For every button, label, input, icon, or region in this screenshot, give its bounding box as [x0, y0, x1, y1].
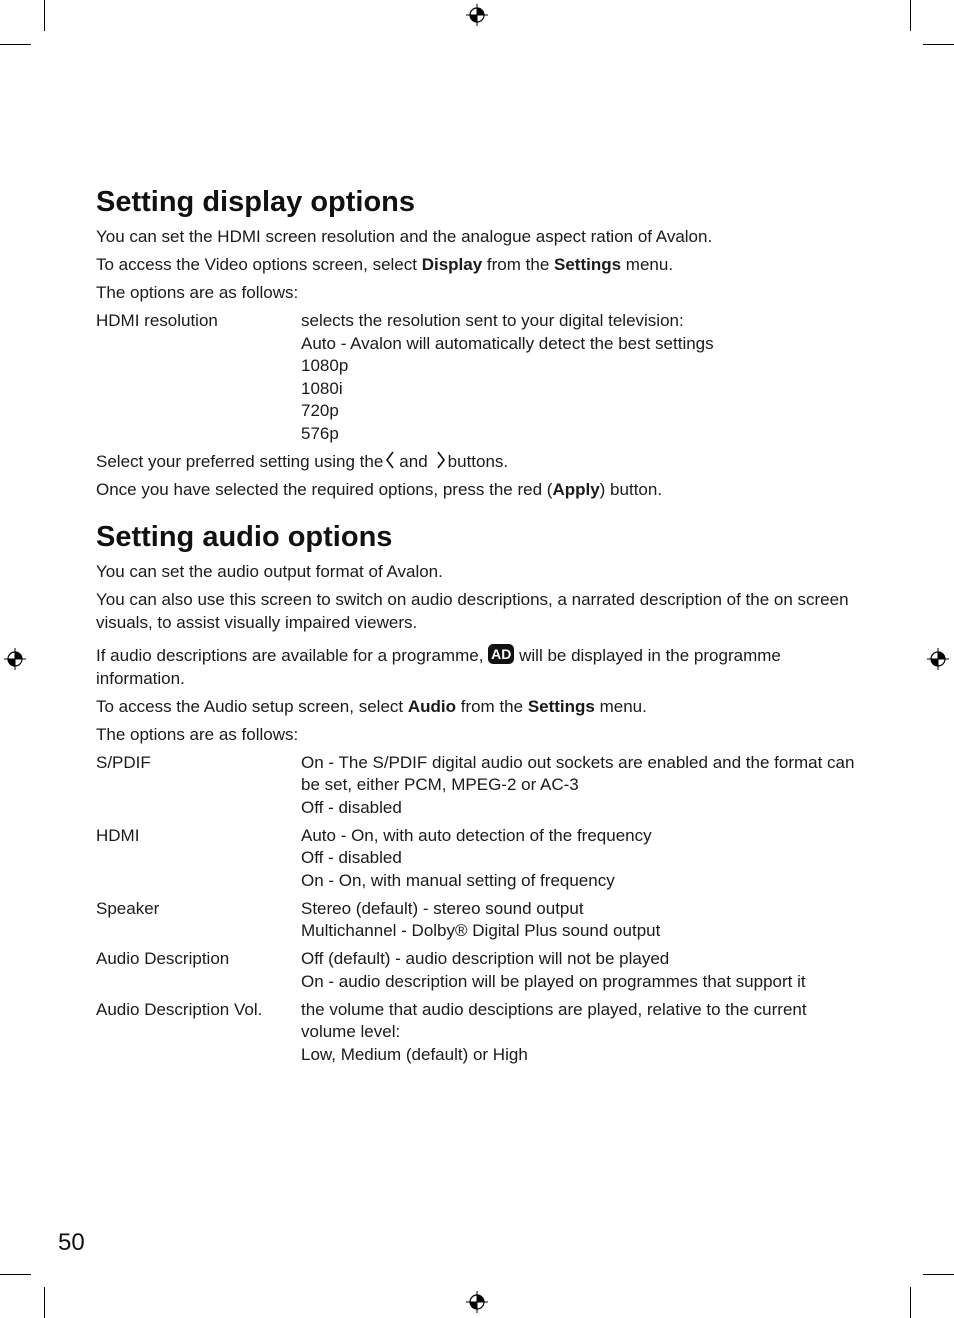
- crop-mark: [44, 0, 45, 31]
- page-content: [96, 184, 866, 1072]
- audio-options-intro: The options are as follows:: [96, 724, 299, 744]
- option-description: Off (default) - audio description will not be played On - audio description will be played on programmes that support it: [301, 949, 806, 991]
- option-term: HDMI: [96, 825, 140, 845]
- section-title-audio: Setting audio options: [96, 521, 393, 553]
- option-row-speaker: [96, 898, 866, 943]
- ad-availability-text: If audio descriptions are available for a programme, AD will be displayed in the programme information.: [96, 646, 781, 688]
- option-row-hdmi-resolution: [96, 310, 866, 445]
- option-row-audio-description: [96, 948, 866, 993]
- crop-mark: [0, 44, 31, 45]
- audio-description-icon: AD: [488, 644, 514, 664]
- select-setting-text: Select your preferred setting using the and buttons.: [96, 451, 509, 471]
- display-access-text: To access the Video options screen, select Display from the Settings menu.: [96, 255, 674, 274]
- registration-mark-icon: [4, 648, 26, 670]
- crop-mark: [0, 1274, 31, 1275]
- option-row-hdmi: [96, 825, 866, 893]
- left-arrow-icon: [385, 451, 395, 469]
- audio-access-text: To access the Audio setup screen, select Audio from the Settings menu.: [96, 696, 647, 716]
- option-row-spdif: [96, 752, 866, 820]
- display-options-intro: The options are as follows:: [96, 283, 299, 302]
- registration-mark-icon: [927, 648, 949, 670]
- crop-mark: [923, 44, 954, 45]
- apply-text: Once you have selected the required options, press the red (Apply) button.: [96, 479, 663, 499]
- option-term: Audio Description Vol.: [96, 999, 263, 1019]
- option-description: selects the resolution sent to your digital television: Auto - Avalon will automatically detect the best settings 1080p 1080i 720p 576p: [301, 311, 714, 443]
- crop-mark: [910, 0, 911, 31]
- crop-mark: [44, 1287, 45, 1318]
- section-title-display: Setting display options: [96, 186, 416, 218]
- option-term: Speaker: [96, 898, 160, 918]
- option-term: HDMI resolution: [96, 311, 218, 330]
- option-term: Audio Description: [96, 949, 230, 968]
- display-intro: You can set the HDMI screen resolution and the analogue aspect ration of Avalon.: [96, 227, 713, 246]
- page-number: 50: [58, 1229, 85, 1256]
- option-term: S/PDIF: [96, 752, 151, 772]
- option-description: the volume that audio desciptions are played, relative to the current volume level: Low, Medium (default) or High: [301, 999, 807, 1064]
- audio-descriptions-text: You can also use this screen to switch on audio descriptions, a narrated description of the on screen visuals, to assist visually impaired viewers.: [96, 590, 849, 632]
- registration-mark-icon: [466, 1291, 488, 1313]
- crop-mark: [910, 1287, 911, 1318]
- option-description: Auto - On, with auto detection of the frequency Off - disabled On - On, with manual setting of frequency: [301, 825, 652, 890]
- registration-mark-icon: [466, 4, 488, 26]
- option-row-audio-description-vol: [96, 999, 866, 1067]
- option-description: On - The S/PDIF digital audio out sockets are enabled and the format can be set, either PCM, MPEG-2 or AC-3 Off - disabled: [301, 752, 855, 817]
- option-description: Stereo (default) - stereo sound output Multichannel - Dolby® Digital Plus sound output: [301, 898, 661, 940]
- right-arrow-icon: [436, 451, 446, 469]
- audio-intro: You can set the audio output format of Avalon.: [96, 562, 443, 581]
- crop-mark: [923, 1274, 954, 1275]
